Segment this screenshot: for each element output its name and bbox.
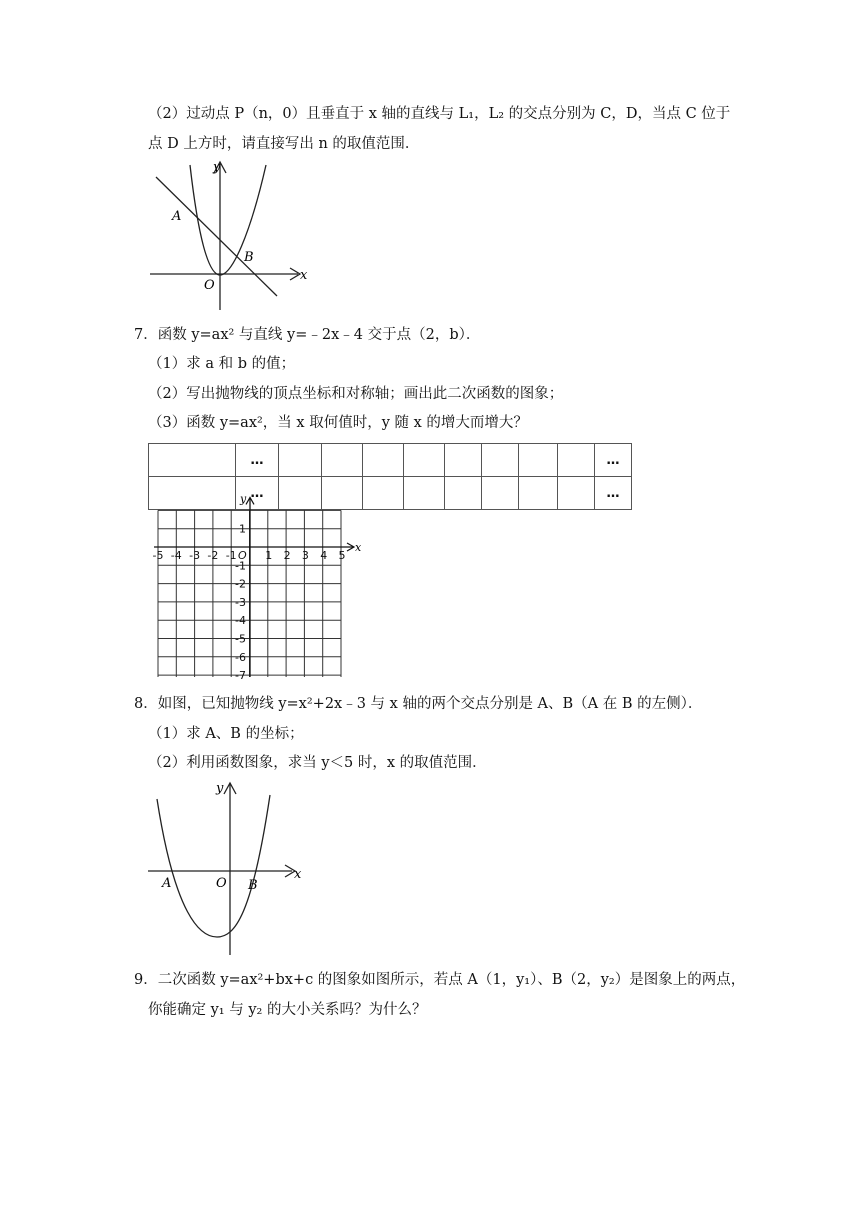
q6-y-label: y [213,160,221,175]
q6-figure [140,155,320,315]
q8-y-label: y [216,781,224,796]
q7-part1: （1）求 a 和 b 的值； [148,356,296,372]
q6-x-label: x [300,268,308,283]
q8-x-label: x [294,867,302,882]
ellipsis-cell: … [595,477,632,510]
x-tick-label: -3 [189,549,201,562]
value-table [148,443,632,510]
x-tick-label: 5 [338,549,346,562]
y-tick-label: 1 [239,522,246,536]
q6-point-a: A [172,209,182,224]
y-tick-label: -6 [235,650,246,664]
q7-part3: （3）函数 y=ax²，当 x 取何值时，y 随 x 的增大而增大？ [148,415,528,431]
x-tick-label: 2 [283,549,291,562]
y-tick-label: -3 [235,595,246,609]
q8-figure [140,775,310,960]
q8-part2: （2）利用函数图象，求当 y＜5 时，x 的取值范围． [148,755,487,771]
x-tick-label: -4 [170,549,182,562]
y-tick-label: -2 [235,577,246,591]
grid-origin: O [238,549,247,562]
q8-part1: （1）求 A、B 的坐标； [148,726,304,742]
q7-stem: 7．函数 y=ax² 与直线 y=﹣2x﹣4 交于点（2，b）． [134,327,481,343]
q6-point-b: B [244,250,254,265]
q8-point-b: B [248,878,258,893]
q8-origin: O [216,876,227,891]
grid-y-label: y [240,492,247,506]
ellipsis-cell: … [595,444,632,477]
q7-part2: （2）写出抛物线的顶点坐标和对称轴；画出此二次函数的图象； [148,386,564,402]
grid-x-label: x [355,541,362,554]
x-tick-label: -5 [152,549,164,562]
q6-part2-line2: 点 D 上方时，请直接写出 n 的取值范围． [148,136,420,152]
x-tick-label: 4 [320,549,328,562]
ellipsis-cell: … [236,444,279,477]
coordinate-grid [140,492,370,685]
table-row [149,444,632,477]
x-tick-label: -2 [207,549,219,562]
q8-stem: 8．如图，已知抛物线 y=x²+2x﹣3 与 x 轴的两个交点分别是 A、B（A 在 B 的左侧）． [134,696,703,712]
ellipsis-cell: … [236,477,279,510]
x-tick-label: 1 [265,549,273,562]
y-tick-label: -4 [235,614,246,628]
x-tick-label: 3 [301,549,309,562]
q6-part2-line1: （2）过动点 P（n，0）且垂直于 x 轴的直线与 L₁，L₂ 的交点分别为 C，D，当点 C 位于 [148,106,731,122]
x-tick-label: -1 [225,549,237,562]
q6-origin: O [204,278,215,293]
q8-point-a: A [162,876,172,891]
y-tick-label: -7 [235,669,246,683]
q9-line1: 9．二次函数 y=ax²+bx+c 的图象如图所示，若点 A（1，y₁）、B（2，y₂）是图象上的两点， [134,972,746,988]
y-tick-label: -1 [235,559,246,573]
q9-line2: 你能确定 y₁ 与 y₂ 的大小关系吗？为什么？ [148,1002,427,1018]
y-tick-label: -5 [235,632,246,646]
